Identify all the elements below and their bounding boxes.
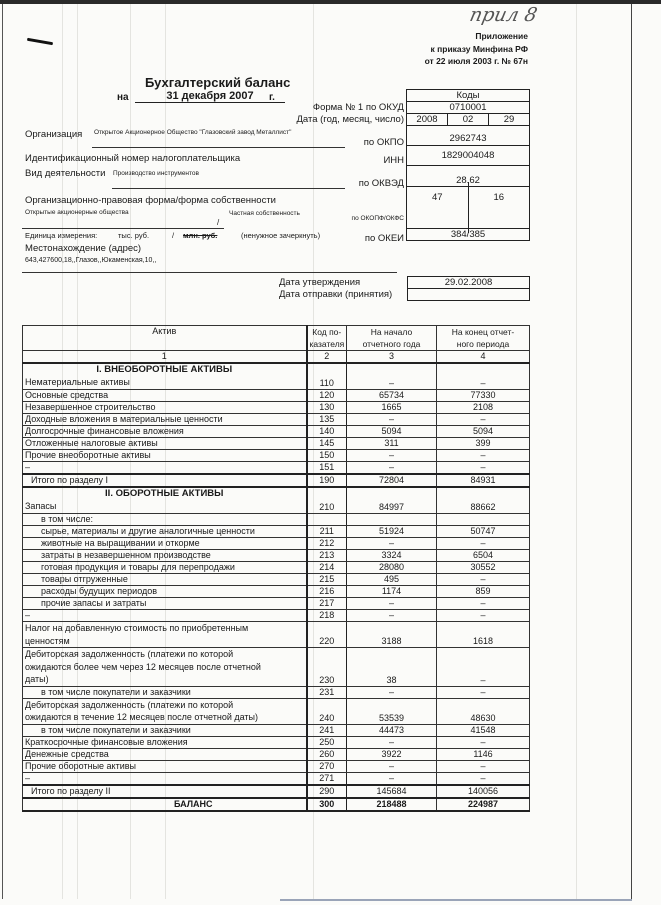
row-label: товары отгруженные: [23, 574, 307, 586]
inn-short-label: ИНН: [383, 155, 404, 166]
row-code: 140: [307, 426, 347, 438]
row-label: Прочие оборотные активы: [23, 760, 307, 772]
appendix-line-3: от 22 июля 2003 г. № 67н: [424, 56, 528, 66]
row-start-value: 84997: [347, 487, 437, 514]
row-label: Долгосрочные финансовые вложения: [23, 426, 307, 438]
row-start-value: –: [347, 760, 437, 772]
row-code: 135: [307, 414, 347, 426]
row-end-value: 88662: [437, 487, 530, 514]
section-title: I. ВНЕОБОРОТНЫЕ АКТИВЫ: [96, 364, 233, 375]
units-option-million[interactable]: млн. руб.: [183, 231, 218, 240]
section-title: II. ОБОРОТНЫЕ АКТИВЫ: [105, 488, 224, 499]
row-start-value: 3324: [347, 550, 437, 562]
page-bottom-edge: [280, 899, 632, 901]
balance-total-row: [23, 798, 530, 811]
row-start-value: –: [347, 772, 437, 785]
row-end-value: 399: [437, 438, 530, 450]
row-label: Незавершенное строительство: [23, 402, 307, 414]
activity-underline: [112, 188, 345, 189]
table-row: [23, 648, 530, 687]
row-code: 231: [307, 686, 347, 698]
row-start-value: –: [347, 462, 437, 475]
table-row: [23, 724, 530, 736]
row-code: 290: [307, 785, 347, 798]
row-start-value: 1665: [347, 402, 437, 414]
legal-form-value: Открытые акционерные общества: [25, 209, 129, 216]
row-label: Дебиторская задолженность (платежи по которой ожидаются в течение 12 месяцев после отчетной даты): [23, 698, 307, 724]
row-code: 241: [307, 724, 347, 736]
row-label: в том числе покупатели и заказчики: [23, 686, 307, 698]
row-label: БАЛАНС: [23, 798, 307, 811]
row-start-value: –: [347, 414, 437, 426]
table-row: [23, 598, 530, 610]
ownership-value: Частная собственность: [229, 210, 300, 217]
row-code: 215: [307, 574, 347, 586]
row-end-value: 224987: [437, 798, 530, 811]
codes-header: Коды: [407, 90, 529, 102]
row-end-value: [437, 514, 530, 526]
row-end-value: –: [437, 772, 530, 785]
row-label: Доходные вложения в материальные ценности: [23, 414, 307, 426]
row-end-value: 84931: [437, 474, 530, 487]
page-top-edge: [0, 0, 661, 4]
row-end-value: 1618: [437, 622, 530, 648]
row-end-value: 6504: [437, 550, 530, 562]
table-row: [23, 550, 530, 562]
row-code: 250: [307, 736, 347, 748]
row-code: 240: [307, 698, 347, 724]
table-row: [23, 686, 530, 698]
row-end-value: 2108: [437, 402, 530, 414]
row-start-value: 218488: [347, 798, 437, 811]
row-code: 190: [307, 474, 347, 487]
row-code: 150: [307, 450, 347, 462]
table-row: [23, 414, 530, 426]
row-label: –: [23, 772, 307, 785]
row-code: 211: [307, 526, 347, 538]
units-option-thousand[interactable]: тыс. руб.: [118, 231, 150, 240]
date-year: 2008: [416, 114, 438, 125]
section-row: [23, 363, 530, 390]
row-code: [307, 514, 347, 526]
okopf-value: 47: [431, 192, 443, 203]
row-label: прочие запасы и затраты: [23, 598, 307, 610]
row-end-value: –: [437, 686, 530, 698]
row-end-value: 1146: [437, 748, 530, 760]
row-start-value: 44473: [347, 724, 437, 736]
table-row: [23, 610, 530, 622]
appendix-line-2: к приказу Минфина РФ: [430, 43, 528, 54]
row-end-value: 140056: [437, 785, 530, 798]
row-start-value: 38: [347, 648, 437, 687]
okopf-label: по ОКОПФ/ОКФС: [351, 215, 404, 222]
row-label: Нематериальные активы: [25, 377, 130, 387]
row-code: 213: [307, 550, 347, 562]
row-code: 212: [307, 538, 347, 550]
date-month: 02: [447, 114, 488, 125]
row-start-value: 3922: [347, 748, 437, 760]
balance-table-body: [23, 363, 530, 811]
table-row: [23, 748, 530, 760]
table-row: [23, 526, 530, 538]
balance-table: [22, 325, 530, 812]
activity-value: Производство инструментов: [113, 170, 199, 177]
row-start-value: 72804: [347, 474, 437, 487]
row-start-value: 28080: [347, 562, 437, 574]
section-total-row: [23, 474, 530, 487]
header-asset: Актив: [23, 326, 307, 351]
report-date-suffix: г.: [269, 92, 275, 103]
header-code: Код по-казателя: [307, 326, 347, 351]
okpo-value: 2962743: [407, 126, 529, 146]
row-end-value: –: [437, 462, 530, 475]
col-num-3: 3: [347, 351, 437, 364]
row-code: 220: [307, 622, 347, 648]
okud-label: Форма № 1 по ОКУД: [312, 102, 404, 113]
row-end-value: 30552: [437, 562, 530, 574]
row-start-value: 311: [347, 438, 437, 450]
okei-label: по ОКЕИ: [364, 233, 404, 244]
okud-value: 0710001: [407, 102, 529, 114]
row-start-value: –: [347, 450, 437, 462]
okved-value: 28.62: [407, 166, 529, 187]
col-num-2: 2: [307, 351, 347, 364]
appendix-line-1: Приложение: [475, 31, 528, 41]
row-code: 151: [307, 462, 347, 475]
okved-label: по ОКВЭД: [358, 178, 404, 189]
row-label: затраты в незавершенном производстве: [23, 550, 307, 562]
table-row: [23, 772, 530, 785]
row-start-value: 495: [347, 574, 437, 586]
date-values: [407, 114, 529, 126]
legal-form-underline: [22, 228, 224, 229]
row-label: Денежные средства: [23, 748, 307, 760]
row-code: 300: [307, 798, 347, 811]
row-end-value: 5094: [437, 426, 530, 438]
inn-full-label: Идентификационный номер налогоплательщика: [25, 153, 241, 164]
row-label: –: [23, 610, 307, 622]
organization-underline: [92, 147, 345, 148]
table-row: [23, 450, 530, 462]
row-end-value: –: [437, 450, 530, 462]
row-label: в том числе:: [23, 514, 307, 526]
address-label: Местонахождение (адрес): [25, 243, 142, 254]
legal-form-label: Организационно-правовая форма/форма собственности: [25, 195, 276, 206]
table-row: [23, 698, 530, 724]
row-code: 218: [307, 610, 347, 622]
sent-date-label: Дата отправки (принятия): [279, 289, 393, 300]
row-end-value: 50747: [437, 526, 530, 538]
row-end-value: –: [437, 648, 530, 687]
document-title: Бухгалтерский баланс: [145, 75, 291, 90]
scan-line: [576, 4, 577, 899]
row-code: 210: [307, 487, 347, 514]
date-day: 29: [488, 114, 529, 125]
approval-date-label: Дата утверждения: [279, 277, 361, 288]
row-start-value: 51924: [347, 526, 437, 538]
row-code: 230: [307, 648, 347, 687]
row-label: расходы будущих периодов: [23, 586, 307, 598]
section-total-row: [23, 785, 530, 798]
row-label: Основные средства: [23, 390, 307, 402]
okfs-value: 16: [468, 182, 530, 233]
units-note: (ненужное зачеркнуть): [241, 231, 321, 240]
report-date-prefix: на: [117, 92, 129, 103]
col-num-1: 1: [23, 351, 307, 364]
col-num-4: 4: [437, 351, 530, 364]
activity-label: Вид деятельности: [25, 168, 106, 179]
row-code: 145: [307, 438, 347, 450]
row-start-value: 65734: [347, 390, 437, 402]
row-start-value: –: [347, 538, 437, 550]
okpo-label: по ОКПО: [363, 137, 404, 148]
row-start-value: –: [347, 686, 437, 698]
column-number-row: [23, 351, 530, 364]
page-right-edge: [631, 4, 632, 899]
handwritten-note: прил 8: [467, 4, 540, 26]
table-row: [23, 514, 530, 526]
row-label: Запасы: [25, 501, 57, 511]
row-label: животные на выращивании и откорме: [23, 538, 307, 550]
table-row: [23, 586, 530, 598]
row-label: Налог на добавленную стоимость по приобретенным ценностям: [23, 622, 307, 648]
row-label: Отложенные налоговые активы: [23, 438, 307, 450]
row-label: сырье, материалы и другие аналогичные ценности: [23, 526, 307, 538]
table-row: [23, 426, 530, 438]
pen-mark: [27, 38, 53, 45]
row-start-value: –: [347, 736, 437, 748]
okei-value: 384/385: [450, 229, 486, 240]
row-end-value: 48630: [437, 698, 530, 724]
header-end: На конец отчет-ного периода: [437, 326, 530, 351]
table-row: [23, 390, 530, 402]
row-end-value: 859: [437, 586, 530, 598]
row-code: 217: [307, 598, 347, 610]
row-end-value: 77330: [437, 390, 530, 402]
address-underline: [22, 272, 397, 273]
table-row: [23, 562, 530, 574]
row-start-value: –: [347, 598, 437, 610]
table-header-row: [23, 326, 530, 351]
row-code: 120: [307, 390, 347, 402]
row-label: Итого по разделу I: [23, 474, 307, 487]
row-end-value: –: [437, 538, 530, 550]
row-label: –: [23, 462, 307, 475]
units-separator: /: [172, 231, 175, 240]
row-end-value: –: [437, 736, 530, 748]
organization-label: Организация: [25, 129, 83, 140]
section-cell: [23, 487, 307, 514]
table-row: [23, 462, 530, 475]
row-label: Краткосрочные финансовые вложения: [23, 736, 307, 748]
row-code: 110: [307, 363, 347, 390]
row-code: 260: [307, 748, 347, 760]
row-end-value: –: [437, 363, 530, 390]
units-label: Единица измерения:: [25, 231, 98, 240]
table-row: [23, 736, 530, 748]
row-end-value: –: [437, 598, 530, 610]
row-end-value: –: [437, 760, 530, 772]
row-start-value: –: [347, 363, 437, 390]
address-value: 643,427600,18,,Глазов,,Юкаменская,10,,: [25, 257, 157, 264]
row-start-value: –: [347, 610, 437, 622]
approval-box: [407, 276, 530, 301]
appendix-reference: [425, 30, 528, 68]
codes-box: [406, 89, 530, 241]
report-date-value: 31 декабря 2007: [135, 90, 285, 103]
row-label: Дебиторская задолженность (платежи по которой ожидаются более чем через 12 месяцев после отчетной даты): [23, 648, 307, 687]
table-row: [23, 622, 530, 648]
row-code: 216: [307, 586, 347, 598]
row-label: готовая продукция и товары для перепродажи: [23, 562, 307, 574]
section-row: [23, 487, 530, 514]
table-row: [23, 538, 530, 550]
row-start-value: 145684: [347, 785, 437, 798]
table-row: [23, 438, 530, 450]
row-end-value: –: [437, 414, 530, 426]
row-code: 270: [307, 760, 347, 772]
okopf-okfs-values: [407, 187, 529, 229]
organization-value: Открытое Акционерное Общество "Глазовский завод Металлист": [94, 129, 292, 136]
row-start-value: 3188: [347, 622, 437, 648]
row-start-value: 53539: [347, 698, 437, 724]
table-row: [23, 402, 530, 414]
table-row: [23, 760, 530, 772]
sent-date-value: [408, 288, 529, 300]
row-start-value: 5094: [347, 426, 437, 438]
row-start-value: 1174: [347, 586, 437, 598]
header-start: На начало отчетного года: [347, 326, 437, 351]
inn-value: 1829004048: [407, 146, 529, 166]
row-end-value: –: [437, 610, 530, 622]
section-cell: [23, 363, 307, 390]
row-label: Итого по разделу II: [23, 785, 307, 798]
row-code: 130: [307, 402, 347, 414]
row-code: 271: [307, 772, 347, 785]
approval-date-value: 29.02.2008: [444, 277, 493, 288]
page-left-edge: [2, 4, 3, 899]
row-label: в том числе покупатели и заказчики: [23, 724, 307, 736]
row-end-value: –: [437, 574, 530, 586]
legal-form-separator: /: [217, 218, 220, 227]
row-label: Прочие внеоборотные активы: [23, 450, 307, 462]
date-label: Дата (год, месяц, число): [296, 114, 404, 125]
row-end-value: 41548: [437, 724, 530, 736]
table-row: [23, 574, 530, 586]
row-code: 214: [307, 562, 347, 574]
row-start-value: [347, 514, 437, 526]
